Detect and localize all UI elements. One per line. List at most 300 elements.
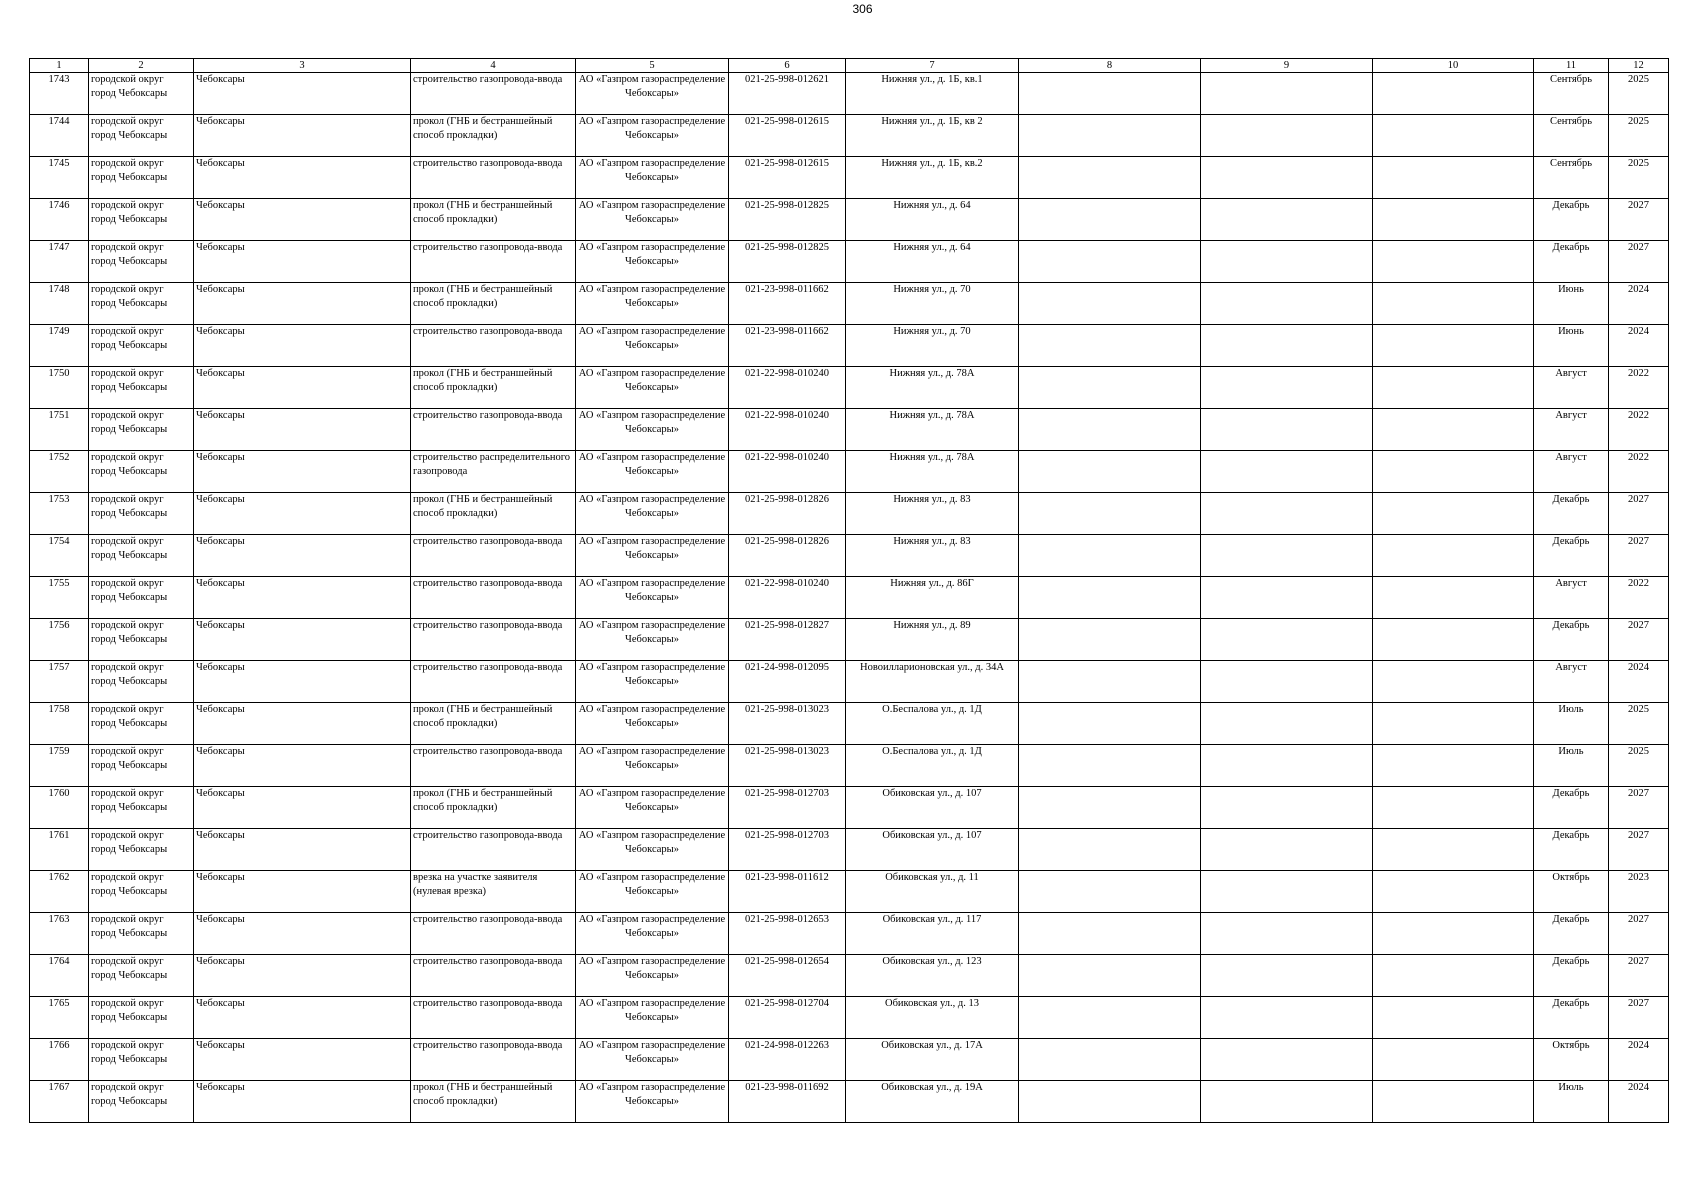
column-10-cell xyxy=(1373,199,1534,241)
column-9-cell xyxy=(1201,745,1373,787)
row-number: 1766 xyxy=(30,1039,89,1081)
column-9-cell xyxy=(1201,493,1373,535)
table-row xyxy=(30,913,1669,955)
organization-cell: АО «Газпром газораспределение Чебоксары» xyxy=(576,451,729,493)
code-cell: 021-25-998-013023 xyxy=(729,745,846,787)
column-9-cell xyxy=(1201,619,1373,661)
month-cell: Июль xyxy=(1534,703,1609,745)
organization-cell: АО «Газпром газораспределение Чебоксары» xyxy=(576,829,729,871)
year-cell: 2027 xyxy=(1609,997,1669,1039)
address-cell: О.Беспалова ул., д. 1Д xyxy=(846,703,1019,745)
settlement-cell: Чебоксары xyxy=(194,997,411,1039)
organization-cell: АО «Газпром газораспределение Чебоксары» xyxy=(576,619,729,661)
work-type-cell: строительство газопровода-ввода xyxy=(411,241,576,283)
row-number: 1759 xyxy=(30,745,89,787)
code-cell: 021-25-998-012653 xyxy=(729,913,846,955)
column-8-cell xyxy=(1019,997,1201,1039)
address-cell: Обиковская ул., д. 107 xyxy=(846,787,1019,829)
year-cell: 2022 xyxy=(1609,367,1669,409)
column-9-cell xyxy=(1201,829,1373,871)
register-table-container xyxy=(29,58,1668,1123)
organization-cell: АО «Газпром газораспределение Чебоксары» xyxy=(576,241,729,283)
register-table xyxy=(29,58,1669,1123)
settlement-cell: Чебоксары xyxy=(194,913,411,955)
settlement-cell: Чебоксары xyxy=(194,493,411,535)
column-10-cell xyxy=(1373,1081,1534,1123)
district-cell: городской округ город Чебоксары xyxy=(89,871,194,913)
work-type-cell: строительство газопровода-ввода xyxy=(411,745,576,787)
column-10-cell xyxy=(1373,157,1534,199)
month-cell: Сентябрь xyxy=(1534,73,1609,115)
row-number: 1760 xyxy=(30,787,89,829)
row-number: 1754 xyxy=(30,535,89,577)
address-cell: Нижняя ул., д. 70 xyxy=(846,325,1019,367)
address-cell: Обиковская ул., д. 11 xyxy=(846,871,1019,913)
column-9-cell xyxy=(1201,703,1373,745)
work-type-cell: строительство газопровода-ввода xyxy=(411,73,576,115)
settlement-cell: Чебоксары xyxy=(194,577,411,619)
column-10-cell xyxy=(1373,787,1534,829)
column-9-cell xyxy=(1201,451,1373,493)
year-cell: 2024 xyxy=(1609,325,1669,367)
year-cell: 2027 xyxy=(1609,787,1669,829)
year-cell: 2027 xyxy=(1609,241,1669,283)
column-8-cell xyxy=(1019,955,1201,997)
code-cell: 021-25-998-012825 xyxy=(729,199,846,241)
year-cell: 2022 xyxy=(1609,451,1669,493)
address-cell: О.Беспалова ул., д. 1Д xyxy=(846,745,1019,787)
row-number: 1750 xyxy=(30,367,89,409)
table-row xyxy=(30,451,1669,493)
column-10-cell xyxy=(1373,619,1534,661)
code-cell: 021-23-998-011692 xyxy=(729,1081,846,1123)
table-row xyxy=(30,241,1669,283)
work-type-cell: строительство газопровода-ввода xyxy=(411,955,576,997)
column-header: 4 xyxy=(411,59,576,73)
settlement-cell: Чебоксары xyxy=(194,871,411,913)
month-cell: Сентябрь xyxy=(1534,157,1609,199)
table-row xyxy=(30,367,1669,409)
table-row xyxy=(30,997,1669,1039)
settlement-cell: Чебоксары xyxy=(194,157,411,199)
column-8-cell xyxy=(1019,493,1201,535)
table-row xyxy=(30,577,1669,619)
address-cell: Нижняя ул., д. 70 xyxy=(846,283,1019,325)
work-type-cell: строительство распределительного газопровода xyxy=(411,451,576,493)
table-row xyxy=(30,325,1669,367)
column-header: 1 xyxy=(30,59,89,73)
address-cell: Нижняя ул., д. 86Г xyxy=(846,577,1019,619)
organization-cell: АО «Газпром газораспределение Чебоксары» xyxy=(576,787,729,829)
column-10-cell xyxy=(1373,409,1534,451)
column-8-cell xyxy=(1019,367,1201,409)
year-cell: 2025 xyxy=(1609,745,1669,787)
district-cell: городской округ город Чебоксары xyxy=(89,451,194,493)
district-cell: городской округ город Чебоксары xyxy=(89,787,194,829)
settlement-cell: Чебоксары xyxy=(194,829,411,871)
column-8-cell xyxy=(1019,409,1201,451)
row-number: 1752 xyxy=(30,451,89,493)
code-cell: 021-22-998-010240 xyxy=(729,409,846,451)
column-8-cell xyxy=(1019,1039,1201,1081)
code-cell: 021-25-998-012703 xyxy=(729,829,846,871)
row-number: 1748 xyxy=(30,283,89,325)
code-cell: 021-22-998-010240 xyxy=(729,367,846,409)
month-cell: Декабрь xyxy=(1534,535,1609,577)
month-cell: Июнь xyxy=(1534,325,1609,367)
month-cell: Июль xyxy=(1534,1081,1609,1123)
district-cell: городской округ город Чебоксары xyxy=(89,1039,194,1081)
table-row xyxy=(30,829,1669,871)
settlement-cell: Чебоксары xyxy=(194,787,411,829)
address-cell: Нижняя ул., д. 78А xyxy=(846,409,1019,451)
district-cell: городской округ город Чебоксары xyxy=(89,325,194,367)
month-cell: Октябрь xyxy=(1534,871,1609,913)
district-cell: городской округ город Чебоксары xyxy=(89,241,194,283)
table-row xyxy=(30,955,1669,997)
table-row xyxy=(30,787,1669,829)
district-cell: городской округ город Чебоксары xyxy=(89,703,194,745)
year-cell: 2027 xyxy=(1609,619,1669,661)
address-cell: Обиковская ул., д. 13 xyxy=(846,997,1019,1039)
row-number: 1758 xyxy=(30,703,89,745)
table-row xyxy=(30,1081,1669,1123)
month-cell: Октябрь xyxy=(1534,1039,1609,1081)
year-cell: 2024 xyxy=(1609,1039,1669,1081)
code-cell: 021-25-998-012826 xyxy=(729,493,846,535)
month-cell: Декабрь xyxy=(1534,493,1609,535)
column-10-cell xyxy=(1373,577,1534,619)
settlement-cell: Чебоксары xyxy=(194,409,411,451)
year-cell: 2025 xyxy=(1609,73,1669,115)
organization-cell: АО «Газпром газораспределение Чебоксары» xyxy=(576,283,729,325)
table-row xyxy=(30,283,1669,325)
organization-cell: АО «Газпром газораспределение Чебоксары» xyxy=(576,913,729,955)
month-cell: Сентябрь xyxy=(1534,115,1609,157)
row-number: 1763 xyxy=(30,913,89,955)
column-9-cell xyxy=(1201,73,1373,115)
address-cell: Обиковская ул., д. 19А xyxy=(846,1081,1019,1123)
table-row xyxy=(30,409,1669,451)
code-cell: 021-25-998-012703 xyxy=(729,787,846,829)
row-number: 1749 xyxy=(30,325,89,367)
address-cell: Обиковская ул., д. 117 xyxy=(846,913,1019,955)
settlement-cell: Чебоксары xyxy=(194,1039,411,1081)
work-type-cell: прокол (ГНБ и бестраншейный способ прокладки) xyxy=(411,115,576,157)
row-number: 1747 xyxy=(30,241,89,283)
address-cell: Обиковская ул., д. 123 xyxy=(846,955,1019,997)
column-8-cell xyxy=(1019,703,1201,745)
address-cell: Нижняя ул., д. 83 xyxy=(846,493,1019,535)
code-cell: 021-24-998-012095 xyxy=(729,661,846,703)
month-cell: Август xyxy=(1534,367,1609,409)
district-cell: городской округ город Чебоксары xyxy=(89,1081,194,1123)
year-cell: 2024 xyxy=(1609,1081,1669,1123)
organization-cell: АО «Газпром газораспределение Чебоксары» xyxy=(576,493,729,535)
column-8-cell xyxy=(1019,871,1201,913)
column-10-cell xyxy=(1373,997,1534,1039)
district-cell: городской округ город Чебоксары xyxy=(89,493,194,535)
settlement-cell: Чебоксары xyxy=(194,619,411,661)
row-number: 1762 xyxy=(30,871,89,913)
address-cell: Нижняя ул., д. 89 xyxy=(846,619,1019,661)
work-type-cell: строительство газопровода-ввода xyxy=(411,325,576,367)
work-type-cell: прокол (ГНБ и бестраншейный способ прокладки) xyxy=(411,199,576,241)
district-cell: городской округ город Чебоксары xyxy=(89,199,194,241)
column-9-cell xyxy=(1201,1081,1373,1123)
address-cell: Нижняя ул., д. 78А xyxy=(846,451,1019,493)
district-cell: городской округ город Чебоксары xyxy=(89,283,194,325)
column-9-cell xyxy=(1201,955,1373,997)
row-number: 1765 xyxy=(30,997,89,1039)
settlement-cell: Чебоксары xyxy=(194,535,411,577)
organization-cell: АО «Газпром газораспределение Чебоксары» xyxy=(576,409,729,451)
work-type-cell: прокол (ГНБ и бестраншейный способ прокладки) xyxy=(411,367,576,409)
row-number: 1755 xyxy=(30,577,89,619)
district-cell: городской округ город Чебоксары xyxy=(89,73,194,115)
column-9-cell xyxy=(1201,241,1373,283)
column-header: 2 xyxy=(89,59,194,73)
organization-cell: АО «Газпром газораспределение Чебоксары» xyxy=(576,199,729,241)
district-cell: городской округ город Чебоксары xyxy=(89,367,194,409)
work-type-cell: прокол (ГНБ и бестраншейный способ прокладки) xyxy=(411,283,576,325)
column-header: 12 xyxy=(1609,59,1669,73)
column-10-cell xyxy=(1373,325,1534,367)
column-8-cell xyxy=(1019,241,1201,283)
year-cell: 2022 xyxy=(1609,409,1669,451)
row-number: 1744 xyxy=(30,115,89,157)
column-10-cell xyxy=(1373,703,1534,745)
work-type-cell: строительство газопровода-ввода xyxy=(411,1039,576,1081)
settlement-cell: Чебоксары xyxy=(194,451,411,493)
column-10-cell xyxy=(1373,1039,1534,1081)
column-9-cell xyxy=(1201,283,1373,325)
work-type-cell: строительство газопровода-ввода xyxy=(411,577,576,619)
organization-cell: АО «Газпром газораспределение Чебоксары» xyxy=(576,871,729,913)
code-cell: 021-25-998-012615 xyxy=(729,157,846,199)
column-10-cell xyxy=(1373,535,1534,577)
month-cell: Декабрь xyxy=(1534,241,1609,283)
table-row xyxy=(30,703,1669,745)
column-header: 10 xyxy=(1373,59,1534,73)
settlement-cell: Чебоксары xyxy=(194,73,411,115)
address-cell: Нижняя ул., д. 1Б, кв.1 xyxy=(846,73,1019,115)
month-cell: Декабрь xyxy=(1534,619,1609,661)
column-8-cell xyxy=(1019,661,1201,703)
year-cell: 2027 xyxy=(1609,913,1669,955)
year-cell: 2022 xyxy=(1609,577,1669,619)
organization-cell: АО «Газпром газораспределение Чебоксары» xyxy=(576,115,729,157)
table-row xyxy=(30,661,1669,703)
address-cell: Нижняя ул., д. 64 xyxy=(846,199,1019,241)
column-10-cell xyxy=(1373,493,1534,535)
settlement-cell: Чебоксары xyxy=(194,745,411,787)
column-9-cell xyxy=(1201,787,1373,829)
district-cell: городской округ город Чебоксары xyxy=(89,157,194,199)
row-number: 1767 xyxy=(30,1081,89,1123)
column-8-cell xyxy=(1019,1081,1201,1123)
table-row xyxy=(30,73,1669,115)
district-cell: городской округ город Чебоксары xyxy=(89,409,194,451)
settlement-cell: Чебоксары xyxy=(194,703,411,745)
column-8-cell xyxy=(1019,619,1201,661)
column-header: 11 xyxy=(1534,59,1609,73)
work-type-cell: строительство газопровода-ввода xyxy=(411,913,576,955)
month-cell: Декабрь xyxy=(1534,787,1609,829)
year-cell: 2024 xyxy=(1609,283,1669,325)
column-9-cell xyxy=(1201,367,1373,409)
column-9-cell xyxy=(1201,115,1373,157)
code-cell: 021-25-998-012621 xyxy=(729,73,846,115)
work-type-cell: строительство газопровода-ввода xyxy=(411,829,576,871)
column-9-cell xyxy=(1201,997,1373,1039)
table-body xyxy=(30,73,1669,1123)
column-9-cell xyxy=(1201,535,1373,577)
code-cell: 021-24-998-012263 xyxy=(729,1039,846,1081)
organization-cell: АО «Газпром газораспределение Чебоксары» xyxy=(576,73,729,115)
settlement-cell: Чебоксары xyxy=(194,283,411,325)
code-cell: 021-22-998-010240 xyxy=(729,577,846,619)
district-cell: городской округ город Чебоксары xyxy=(89,577,194,619)
district-cell: городской округ город Чебоксары xyxy=(89,661,194,703)
table-row xyxy=(30,199,1669,241)
year-cell: 2027 xyxy=(1609,955,1669,997)
organization-cell: АО «Газпром газораспределение Чебоксары» xyxy=(576,955,729,997)
column-9-cell xyxy=(1201,1039,1373,1081)
year-cell: 2023 xyxy=(1609,871,1669,913)
organization-cell: АО «Газпром газораспределение Чебоксары» xyxy=(576,745,729,787)
settlement-cell: Чебоксары xyxy=(194,325,411,367)
work-type-cell: строительство газопровода-ввода xyxy=(411,157,576,199)
table-row xyxy=(30,871,1669,913)
column-8-cell xyxy=(1019,535,1201,577)
column-10-cell xyxy=(1373,871,1534,913)
district-cell: городской округ город Чебоксары xyxy=(89,745,194,787)
table-row xyxy=(30,1039,1669,1081)
district-cell: городской округ город Чебоксары xyxy=(89,997,194,1039)
address-cell: Нижняя ул., д. 64 xyxy=(846,241,1019,283)
organization-cell: АО «Газпром газораспределение Чебоксары» xyxy=(576,661,729,703)
column-8-cell xyxy=(1019,157,1201,199)
year-cell: 2025 xyxy=(1609,157,1669,199)
organization-cell: АО «Газпром газораспределение Чебоксары» xyxy=(576,325,729,367)
column-9-cell xyxy=(1201,577,1373,619)
month-cell: Август xyxy=(1534,409,1609,451)
column-9-cell xyxy=(1201,325,1373,367)
month-cell: Декабрь xyxy=(1534,997,1609,1039)
settlement-cell: Чебоксары xyxy=(194,661,411,703)
settlement-cell: Чебоксары xyxy=(194,367,411,409)
column-10-cell xyxy=(1373,283,1534,325)
code-cell: 021-25-998-013023 xyxy=(729,703,846,745)
month-cell: Декабрь xyxy=(1534,829,1609,871)
month-cell: Декабрь xyxy=(1534,913,1609,955)
table-row xyxy=(30,493,1669,535)
district-cell: городской округ город Чебоксары xyxy=(89,619,194,661)
year-cell: 2024 xyxy=(1609,661,1669,703)
table-row xyxy=(30,115,1669,157)
code-cell: 021-23-998-011662 xyxy=(729,325,846,367)
year-cell: 2027 xyxy=(1609,535,1669,577)
column-8-cell xyxy=(1019,451,1201,493)
work-type-cell: прокол (ГНБ и бестраншейный способ прокладки) xyxy=(411,493,576,535)
column-header: 3 xyxy=(194,59,411,73)
address-cell: Нижняя ул., д. 1Б, кв 2 xyxy=(846,115,1019,157)
column-10-cell xyxy=(1373,955,1534,997)
row-number: 1756 xyxy=(30,619,89,661)
code-cell: 021-23-998-011612 xyxy=(729,871,846,913)
address-cell: Нижняя ул., д. 78А xyxy=(846,367,1019,409)
column-8-cell xyxy=(1019,199,1201,241)
month-cell: Декабрь xyxy=(1534,955,1609,997)
month-cell: Август xyxy=(1534,661,1609,703)
work-type-cell: строительство газопровода-ввода xyxy=(411,619,576,661)
organization-cell: АО «Газпром газораспределение Чебоксары» xyxy=(576,535,729,577)
column-8-cell xyxy=(1019,325,1201,367)
code-cell: 021-25-998-012827 xyxy=(729,619,846,661)
settlement-cell: Чебоксары xyxy=(194,1081,411,1123)
column-10-cell xyxy=(1373,367,1534,409)
district-cell: городской округ город Чебоксары xyxy=(89,955,194,997)
column-9-cell xyxy=(1201,199,1373,241)
column-10-cell xyxy=(1373,115,1534,157)
row-number: 1764 xyxy=(30,955,89,997)
column-10-cell xyxy=(1373,661,1534,703)
code-cell: 021-25-998-012704 xyxy=(729,997,846,1039)
work-type-cell: прокол (ГНБ и бестраншейный способ прокладки) xyxy=(411,703,576,745)
year-cell: 2027 xyxy=(1609,493,1669,535)
column-9-cell xyxy=(1201,871,1373,913)
district-cell: городской округ город Чебоксары xyxy=(89,115,194,157)
table-row xyxy=(30,745,1669,787)
column-header: 6 xyxy=(729,59,846,73)
column-10-cell xyxy=(1373,745,1534,787)
column-10-cell xyxy=(1373,73,1534,115)
table-row xyxy=(30,535,1669,577)
table-row xyxy=(30,157,1669,199)
column-9-cell xyxy=(1201,409,1373,451)
column-header: 8 xyxy=(1019,59,1201,73)
column-header: 7 xyxy=(846,59,1019,73)
row-number: 1757 xyxy=(30,661,89,703)
district-cell: городской округ город Чебоксары xyxy=(89,535,194,577)
code-cell: 021-25-998-012825 xyxy=(729,241,846,283)
column-8-cell xyxy=(1019,829,1201,871)
settlement-cell: Чебоксары xyxy=(194,241,411,283)
column-9-cell xyxy=(1201,913,1373,955)
column-8-cell xyxy=(1019,115,1201,157)
column-8-cell xyxy=(1019,73,1201,115)
column-8-cell xyxy=(1019,913,1201,955)
code-cell: 021-25-998-012654 xyxy=(729,955,846,997)
month-cell: Август xyxy=(1534,451,1609,493)
month-cell: Декабрь xyxy=(1534,199,1609,241)
table-row xyxy=(30,619,1669,661)
row-number: 1745 xyxy=(30,157,89,199)
district-cell: городской округ город Чебоксары xyxy=(89,829,194,871)
work-type-cell: строительство газопровода-ввода xyxy=(411,661,576,703)
column-8-cell xyxy=(1019,283,1201,325)
year-cell: 2027 xyxy=(1609,199,1669,241)
row-number: 1751 xyxy=(30,409,89,451)
settlement-cell: Чебоксары xyxy=(194,115,411,157)
work-type-cell: строительство газопровода-ввода xyxy=(411,409,576,451)
organization-cell: АО «Газпром газораспределение Чебоксары» xyxy=(576,367,729,409)
column-number-row xyxy=(30,59,1669,73)
organization-cell: АО «Газпром газораспределение Чебоксары» xyxy=(576,157,729,199)
column-10-cell xyxy=(1373,829,1534,871)
column-10-cell xyxy=(1373,913,1534,955)
